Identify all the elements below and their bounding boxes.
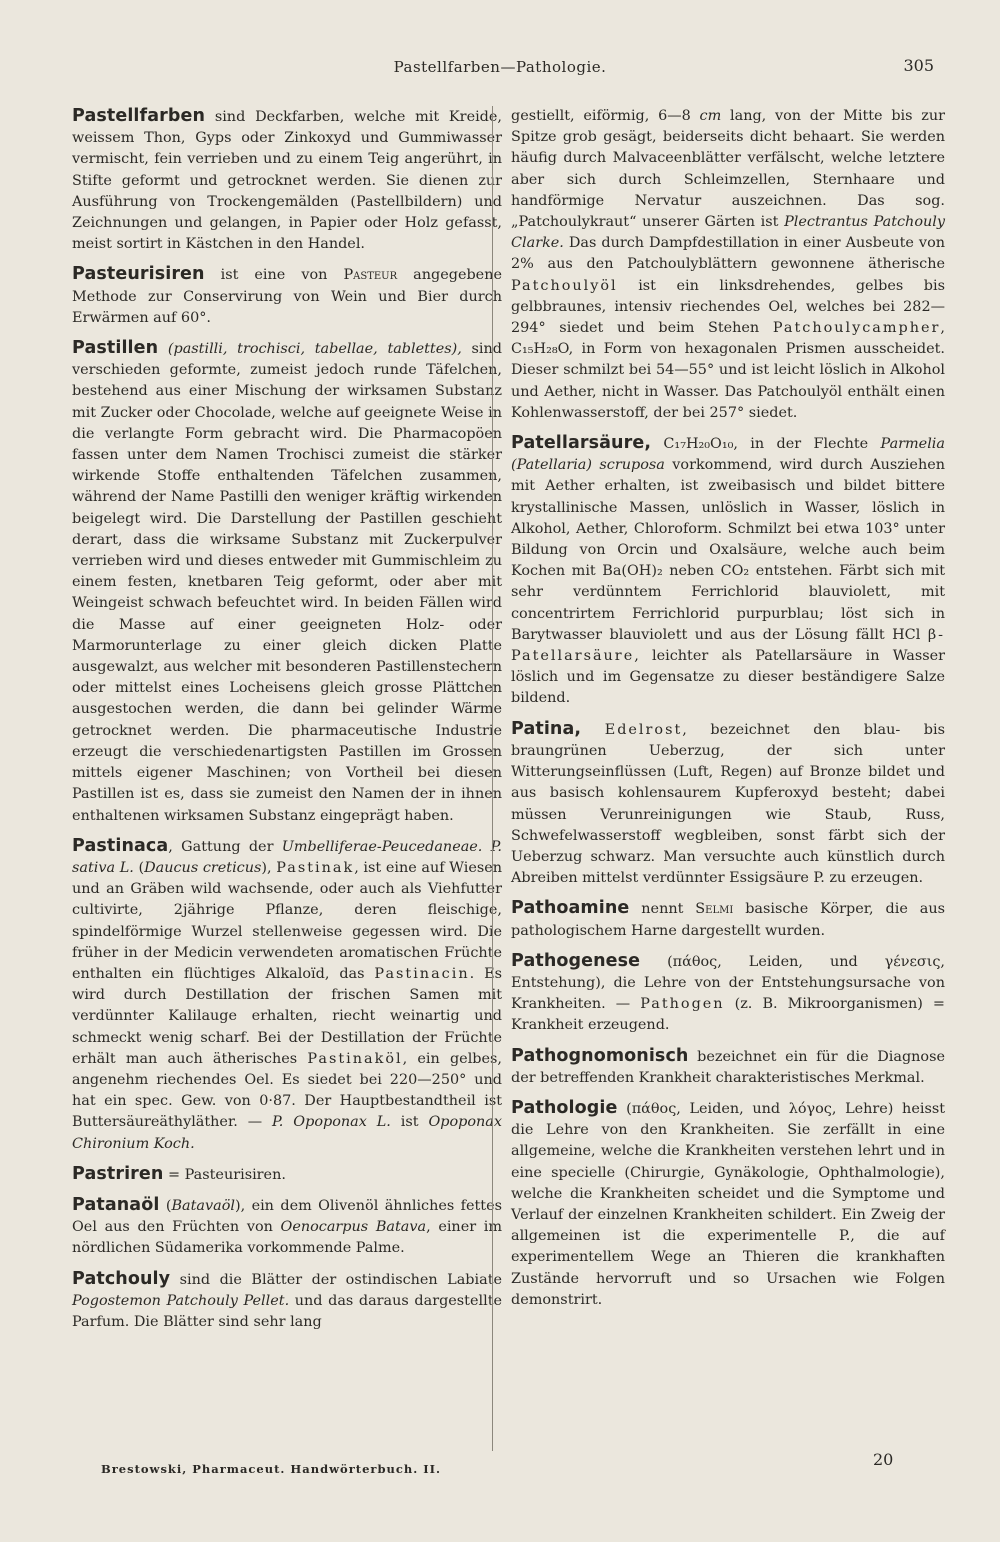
entry-text: ( [159, 1197, 172, 1214]
headword: Pathoamine [511, 898, 630, 919]
signature-mark: 20 [873, 1450, 894, 1469]
footer-note: Brestowski, Pharmaceut. Handwörterbuch. II. [101, 1462, 441, 1476]
spaced-term: Pastinaköl [307, 1050, 403, 1067]
entry-text: ), [261, 859, 277, 876]
entry-patanaoel [72, 1195, 502, 1260]
spaced-term: Pastinak [276, 859, 355, 876]
entry-text: , leichter als Patellarsäure in Wasser löslich und im Gegensatze zu dieser beständigere Salze bildend. [511, 648, 945, 707]
entry-text: sind die Blätter der ostindischen Labiate [170, 1271, 502, 1288]
entry-text: ist ein linksdrehendes, gelbes bis gelbbraunes, intensiv riechendes Oel, welches bei 282—294° siedet und beim Stehen [511, 277, 945, 337]
entry-text: (z. B. Mikroorganismen) = Krankheit erzeugend. [511, 996, 945, 1034]
column-divider [492, 106, 493, 1451]
entry-text: ist [390, 1114, 429, 1131]
taxon: Pogostemon Patchouly Pellet. [72, 1292, 290, 1309]
entry-text: Das durch Dampfdestillation in einer Ausbeute von 2% aus den Patchoulyblättern gewonnene ätherische [511, 235, 945, 273]
right-column [511, 106, 945, 1320]
entry-pathognomonisch [511, 1046, 945, 1089]
entry-text: basische Körper, die aus pathologischem Harne dargestellt wurden. [511, 901, 945, 939]
headword: Pastillen [72, 338, 159, 359]
entry-text: sind verschieden geformte, zumeist jedoch runde Täfelchen, bestehend aus einer Mischung der wirksamen Substanz mit Zucker oder Chocolade, welche auf geeignete Weise in die verlangte Form gebracht wird. Die Pharmacopöen fassen unter dem Namen Trochisci zumeist die stärker wirkende Stoffe enthaltenden Täfelchen zusammen, während der Name Pastilli den weniger kräftig wirkenden beigelegt wird. Die Darstellung der Pastillen geschieht derart, dass die wirksame Substanz mit Zuckerpulver verrieben wird und dieses entweder mit Gummischleim zu einem festen, knetbaren Teig geformt, oder aber mit Weingeist schwach befeuchtet wird. In beiden Fällen wird die Masse auf einer geeigneten Holz- oder Marmorunterlage zu einer gleich dicken Platte ausgewalzt, aus welcher mit besonderen Pastillenstechern oder mittelst eines Locheisens gleich grosse Plättchen ausgestochen werden, die dann bei gelinder Wärme getrocknet werden. Die pharmaceutische Industrie erzeugt die verschiedenartigsten Pastillen im Grossen mittels eigener Maschinen; von Vortheil bei diesen Pastillen ist es, dass sie zumeist den Namen der in ihnen enthaltenen wirksamen Substanz eingeprägt haben. [72, 341, 502, 824]
left-column [72, 106, 502, 1342]
entry-text: lang, von der Mitte bis zur Spitze grob gesägt, beiderseits dicht behaart. Sie werden häufig durch Malvaceenblätter verfälscht, welche letztere aber sich durch Schleimzellen, Sternhaare und handförmige Nervatur auszeichnen. Das sog. „Patchoulykraut“ unserer Gärten ist [511, 108, 945, 231]
taxon: Plectrantus Patchouly Clarke. [511, 214, 945, 252]
entry-patchouly-continued [511, 106, 945, 424]
entry-pasteurisiren [72, 264, 502, 329]
entry-pastellfarben [72, 106, 502, 255]
entry-patellarsaeure [511, 433, 945, 710]
synonyms: (pastilli, trochisci, tabellae, tablettes), [158, 341, 462, 358]
entry-pathoamine [511, 898, 945, 941]
entry-text: = Pasteurisiren. [163, 1166, 286, 1183]
entry-text: und das daraus dargestellte Parfum. Die Blätter sind sehr lang [72, 1292, 502, 1330]
entry-text: bezeichnet ein für die Diagnose der betreffenden Krankheit charakteristisches Merkmal. [511, 1048, 945, 1086]
entry-pathogenese [511, 951, 945, 1037]
headword: Pastinaca [72, 835, 169, 856]
headword: Patina, [511, 718, 582, 739]
entry-text: nennt [629, 901, 696, 918]
entry-text: . Es wird durch Destillation der frischen Samen mit verdünnter Kalilauge erhalten, riecht weinartig und schmeckt wenig scharf. Bei der Destillation der Früchte erhält man auch ätherisches [72, 965, 502, 1067]
headword: Pastellfarben [72, 106, 206, 126]
entry-text: (πάθος, Leiden, und γένεσις, Entstehung), die Lehre von der Entstehungsursache von Krankheiten. — [511, 953, 945, 1013]
author-name: Pasteur [343, 267, 398, 284]
entry-pastinaca [72, 836, 502, 1155]
spaced-term: β-Patellarsäure [511, 626, 945, 665]
spaced-term: Patchoulyöl [511, 277, 618, 294]
entry-text: angegebene Methode zur Conservirung von Wein und Bier durch Erwärmen auf 60°. [72, 267, 502, 326]
entry-text: , Gattung der [168, 838, 282, 855]
entry-pastriren [72, 1164, 502, 1186]
taxon: Parmelia (Patellaria) scruposa [511, 436, 945, 474]
entry-pastillen [72, 338, 502, 827]
entry-text [581, 722, 605, 738]
entry-text: , bezeichnet den blau- bis braungrünen Ueberzug, der sich unter Witterungseinflüssen (Luft, Regen) auf Bronze bildet und aus basisch kohlensaurem Kupferoxyd besteht; dabei müssen Verunreinigungen wie Staub, Russ, Schwefelwasserstoff wegbleiben, sonst färbt sich der Ueberzug schwarz. Man versuchte auch künstlich durch Abreiben mittelst verdünnter Essigsäure P. zu erzeugen. [511, 721, 946, 887]
synonym: Batavaöl [171, 1197, 235, 1214]
headword: Pathogenese [511, 950, 641, 971]
spaced-term: Pastinacin [374, 965, 470, 982]
entry-pathologie [511, 1098, 945, 1311]
taxon: Opoponax Chironium Koch. [72, 1114, 502, 1152]
taxon: P. Opoponax L. [272, 1114, 391, 1131]
entry-text: gestiellt, eiförmig, 6—8 [511, 108, 700, 124]
spaced-term: Pathogen [640, 996, 725, 1013]
headword: Patanaöl [72, 1194, 160, 1215]
entry-text: , ein gelbes, angenehm riechendes Oel. Es siedet bei 220—250° und hat ein spec. Gew. von 0·87. Der Hauptbestandtheil ist Buttersäureäthyläther. — [72, 1050, 502, 1131]
headword: Pathologie [511, 1097, 618, 1118]
headword: Patchouly [72, 1268, 171, 1289]
entry-text: ( [133, 859, 145, 876]
headword: Pathognomonisch [511, 1045, 689, 1066]
spaced-term: Patchoulycampher [772, 320, 941, 337]
author-name: Selmi [695, 901, 734, 918]
unit: cm [699, 108, 722, 124]
entry-text: ), ein dem Olivenöl ähnliches fettes Oel aus den Früchten von [72, 1197, 502, 1236]
entry-patina [511, 719, 945, 890]
page-number: 305 [903, 56, 934, 75]
entry-patchouly [72, 1269, 502, 1334]
taxon: Umbelliferae-Peucedaneae. P. sativa L. [72, 838, 503, 876]
headword: Pasteurisiren [72, 264, 205, 285]
entry-text: , C₁₅H₂₈O, in Form von hexagonalen Prismen ausscheidet. Dieser schmilzt bei 54—55° und ist leicht löslich in Alkohol und Aether, nicht in Wasser. Das Patchoulyöl enthält einen Kohlenwasserstoff, der bei 257° siedet. [511, 320, 945, 421]
entry-text: (πάθος, Leiden, und λόγος, Lehre) heisst die Lehre von den Krankheiten. Sie zerfällt in eine allgemeine, welche die Krankheiten verstehen lehrt und in eine specielle (Chirurgie, Gynäkologie, Ophthalmologie), welche die Krankheiten scheidet und die Symptome und Verlauf der einzelnen Krankheiten schildert. Ein Zweig der allgemeinen ist die experimentelle P., die auf experimentellem Wege an Thieren die krankhaften Zustände hervorruft und so Ursachen wie Folgen demonstrirt. [511, 1100, 945, 1308]
running-head: Pastellfarben—Pathologie. [393, 58, 607, 76]
entry-text: sind Deckfarben, welche mit Kreide, weissem Thon, Gyps oder Zinkoxyd und Gummiwasser vermischt, fein verrieben und zu einem Teig angerührt, in Stifte geformt und getrocknet werden. Sie dienen zur Ausführung von Trockengemälden (Pastellbildern) und Zeichnungen und gelangen, in Papier oder Holz gefasst, meist sortirt in Kästchen in den Handel. [72, 109, 502, 253]
taxon: Daucus creticus [144, 859, 262, 876]
headword: Patellarsäure, [511, 433, 652, 454]
entry-text: vorkommend, wird durch Ausziehen mit Aether erhalten, ist zweibasisch und bildet bittere krystallinische Massen, unlöslich in Wasser, löslich in Alkohol, Aether, Chloroform. Schmilzt bei etwa 103° unter Bildung von Orcin und Oxalsäure, welche auch beim Kochen mit Ba(OH)₂ neben CO₂ entstehen. Färbt sich mit sehr verdünntem Ferrichlorid blauviolett, mit concentrirtem Ferrichlorid purpurblau; löst sich in Barytwasser blauviolett und aus der Lösung fällt HCl [511, 457, 945, 643]
headword: Pastriren [72, 1163, 164, 1184]
entry-text: ist eine von [204, 267, 344, 284]
entry-text: C₁₇H₂₀O₁₀, in der Flechte [651, 436, 881, 453]
entry-text: , ist eine auf Wiesen und an Gräben wild wachsende, oder auch als Viehfutter cultivirte, 2jährige Pflanze, deren fleischige, spindelförmige Wurzel stellenweise gegessen wird. Die früher in der Medicin verwendeten aromatischen Früchte enthalten ein flüchtiges Alkaloïd, das [72, 859, 503, 982]
taxon: Oenocarpus Batava [280, 1219, 427, 1236]
entry-text: , einer im nördlichen Südamerika vorkommende Palme. [72, 1219, 503, 1257]
spaced-term: Edelrost [604, 721, 683, 738]
